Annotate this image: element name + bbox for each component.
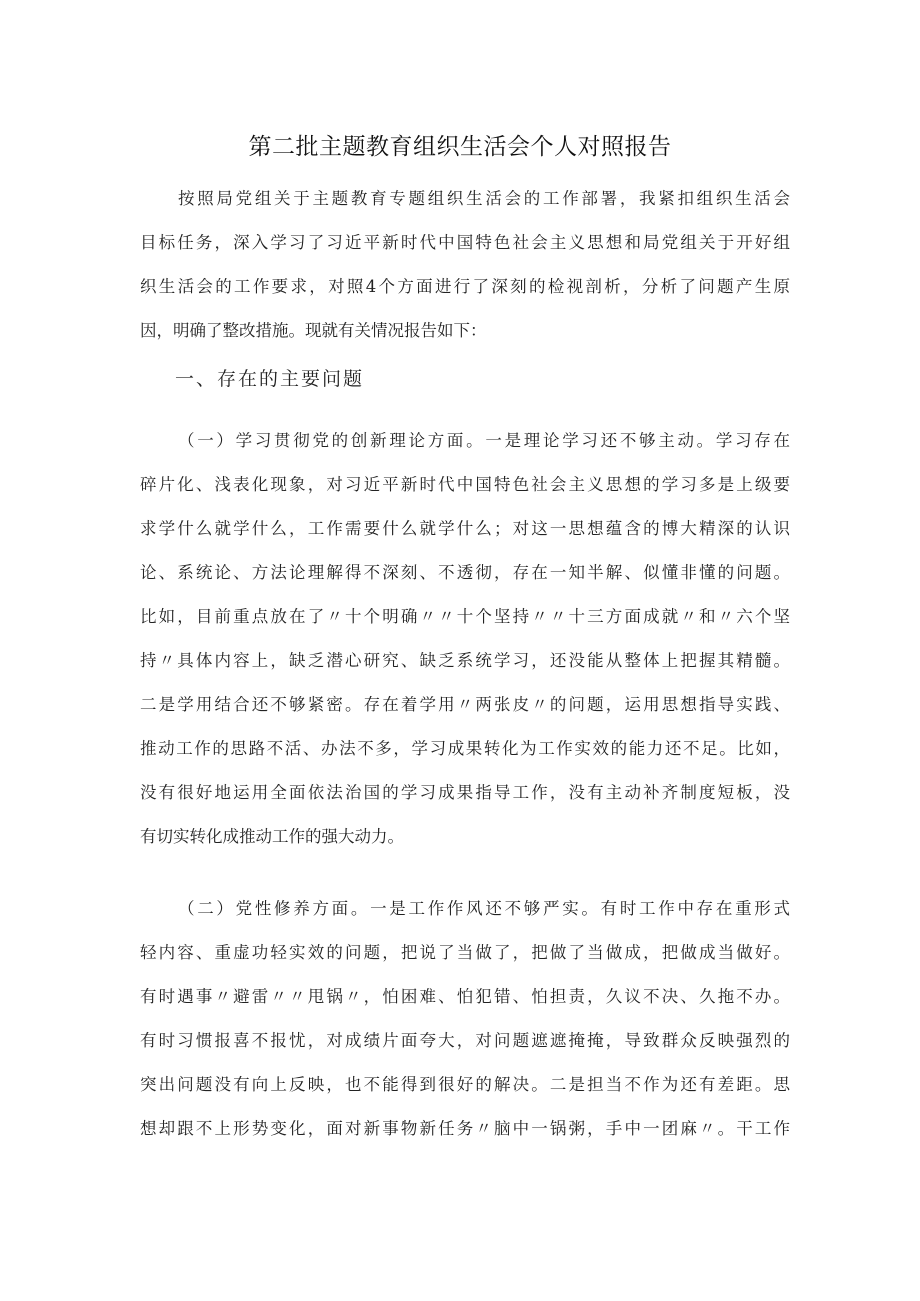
document-title: 第二批主题教育组织生活会个人对照报告 [248, 134, 672, 160]
intro-line: 织生活会的工作要求，对照4个方面进行了深刻的检视剖析，分析了问题产生原 [140, 277, 790, 296]
para2-line: 有时习惯报喜不报忧，对成绩片面夸大，对问题遮遮掩掩，导致群众反映强烈的 [140, 1031, 790, 1050]
para2-line: 有时遇事〃避雷〃〃甩锅〃，怕困难、怕犯错、怕担责，久议不决、久拖不办。 [140, 987, 790, 1006]
para1-line: （一）学习贯彻党的创新理论方面。一是理论学习还不够主动。学习存在 [178, 431, 790, 450]
intro-line: 因，明确了整改措施。现就有关情况报告如下： [140, 321, 487, 340]
para2-line: 轻内容、重虚功轻实效的问题，把说了当做了，把做了当做成，把做成当做好。 [140, 943, 790, 962]
para1-line: 比如，目前重点放在了〃十个明确〃〃十个坚持〃〃十三方面成就〃和〃六个坚 [140, 607, 790, 626]
para1-line: 没有很好地运用全面依法治国的学习成果指导工作，没有主动补齐制度短板，没 [140, 783, 790, 802]
para1-line: 推动工作的思路不活、办法不多，学习成果转化为工作实效的能力还不足。比如， [140, 739, 790, 758]
para1-line: 论、系统论、方法论理解得不深刻、不透彻，存在一知半解、似懂非懂的问题。 [140, 563, 790, 582]
section-heading: 一、存在的主要问题 [175, 368, 365, 390]
para2-line: 突出问题没有向上反映，也不能得到很好的解决。二是担当不作为还有差距。思 [140, 1075, 790, 1094]
para1-line: 持〃具体内容上，缺乏潜心研究、缺乏系统学习，还没能从整体上把握其精髓。 [140, 651, 790, 670]
para1-line: 二是学用结合还不够紧密。存在着学用〃两张皮〃的问题，运用思想指导实践、 [140, 695, 790, 714]
para2-line: 想却跟不上形势变化，面对新事物新任务〃脑中一锅粥，手中一团麻〃。干工作 [140, 1119, 790, 1138]
para2-line: （二）党性修养方面。一是工作作风还不够严实。有时工作中存在重形式 [178, 899, 790, 918]
para1-line: 求学什么就学什么，工作需要什么就学什么；对这一思想蕴含的博大精深的认识 [140, 519, 790, 538]
para1-line: 碎片化、浅表化现象，对习近平新时代中国特色社会主义思想的学习多是上级要 [140, 475, 790, 494]
intro-line: 按照局党组关于主题教育专题组织生活会的工作部署，我紧扣组织生活会 [178, 189, 790, 208]
para1-line: 有切实转化成推动工作的强大动力。 [140, 827, 404, 846]
intro-line: 目标任务，深入学习了习近平新时代中国特色社会主义思想和局党组关于开好组 [140, 233, 790, 252]
